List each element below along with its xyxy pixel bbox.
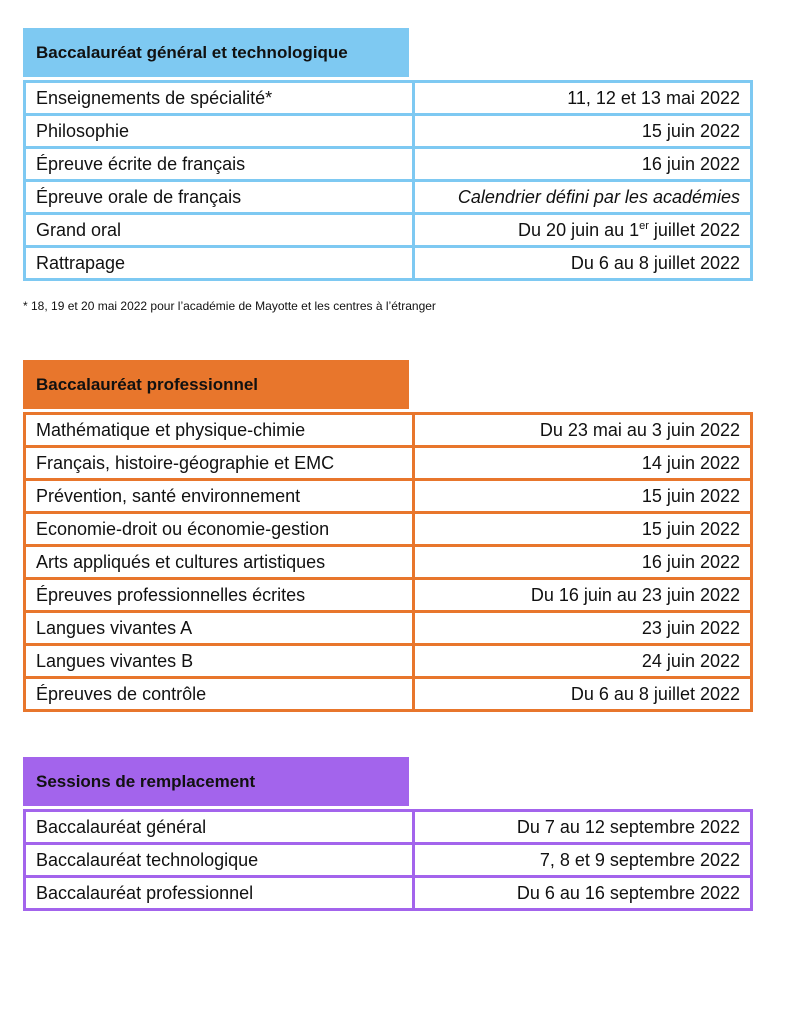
table-row: [25, 247, 752, 280]
exam-date: Du 6 au 8 juillet 2022: [414, 247, 752, 280]
table-row: [25, 447, 752, 480]
table-row: [25, 82, 752, 115]
remplacement-schedule-table: [23, 809, 753, 911]
exam-date: 15 juin 2022: [414, 480, 752, 513]
table-row: [25, 612, 752, 645]
exam-label: Philosophie: [25, 115, 414, 148]
exam-label: Épreuves professionnelles écrites: [25, 579, 414, 612]
table-row: [25, 480, 752, 513]
exam-label: Economie-droit ou économie-gestion: [25, 513, 414, 546]
ordinal-suffix: er: [639, 219, 649, 232]
exam-label: Baccalauréat professionnel: [25, 877, 414, 910]
exam-label: Baccalauréat technologique: [25, 844, 414, 877]
professionnel-schedule-table: [23, 412, 753, 712]
exam-date: Du 6 au 8 juillet 2022: [414, 678, 752, 711]
table-row: [25, 645, 752, 678]
exam-date: Du 23 mai au 3 juin 2022: [414, 414, 752, 447]
table-row: [25, 546, 752, 579]
remplacement-section: [23, 757, 753, 911]
exam-date: 11, 12 et 13 mai 2022: [414, 82, 752, 115]
table-row: [25, 414, 752, 447]
exam-date: Calendrier défini par les académies: [414, 181, 752, 214]
table-row: [25, 811, 752, 844]
exam-label: Grand oral: [25, 214, 414, 247]
exam-date: 23 juin 2022: [414, 612, 752, 645]
general-schedule-table: [23, 80, 753, 281]
professionnel-section: [23, 360, 753, 712]
exam-label: Épreuve orale de français: [25, 181, 414, 214]
remplacement-section-title: Sessions de remplacement: [23, 757, 409, 806]
date-text: Du 20 juin au 1: [518, 219, 640, 240]
exam-label: Français, histoire-géographie et EMC: [25, 447, 414, 480]
exam-date: 24 juin 2022: [414, 645, 752, 678]
exam-date: Du 7 au 12 septembre 2022: [414, 811, 752, 844]
general-section-title: Baccalauréat général et technologique: [23, 28, 409, 77]
exam-date: [414, 214, 752, 247]
date-text: juillet 2022: [648, 219, 740, 240]
exam-label: Prévention, santé environnement: [25, 480, 414, 513]
exam-label: Langues vivantes B: [25, 645, 414, 678]
exam-date: 7, 8 et 9 septembre 2022: [414, 844, 752, 877]
table-row: [25, 148, 752, 181]
exam-label: Rattrapage: [25, 247, 414, 280]
exam-label: Baccalauréat général: [25, 811, 414, 844]
exam-label: Épreuves de contrôle: [25, 678, 414, 711]
table-row: [25, 579, 752, 612]
table-row: [25, 513, 752, 546]
table-row: [25, 115, 752, 148]
exam-date: 16 juin 2022: [414, 546, 752, 579]
footnote: * 18, 19 et 20 mai 2022 pour l’académie de Mayotte et les centres à l’étranger: [23, 299, 436, 313]
exam-date: 15 juin 2022: [414, 513, 752, 546]
exam-date: Du 6 au 16 septembre 2022: [414, 877, 752, 910]
table-row: [25, 844, 752, 877]
exam-date: Du 16 juin au 23 juin 2022: [414, 579, 752, 612]
exam-label: Enseignements de spécialité*: [25, 82, 414, 115]
table-row: [25, 181, 752, 214]
table-row: [25, 877, 752, 910]
table-row: [25, 678, 752, 711]
table-row: [25, 214, 752, 247]
exam-label: Épreuve écrite de français: [25, 148, 414, 181]
exam-date: 14 juin 2022: [414, 447, 752, 480]
exam-label: Arts appliqués et cultures artistiques: [25, 546, 414, 579]
exam-date: 15 juin 2022: [414, 115, 752, 148]
exam-label: Mathématique et physique-chimie: [25, 414, 414, 447]
professionnel-section-title: Baccalauréat professionnel: [23, 360, 409, 409]
exam-label: Langues vivantes A: [25, 612, 414, 645]
exam-date: 16 juin 2022: [414, 148, 752, 181]
general-section: [23, 28, 753, 281]
